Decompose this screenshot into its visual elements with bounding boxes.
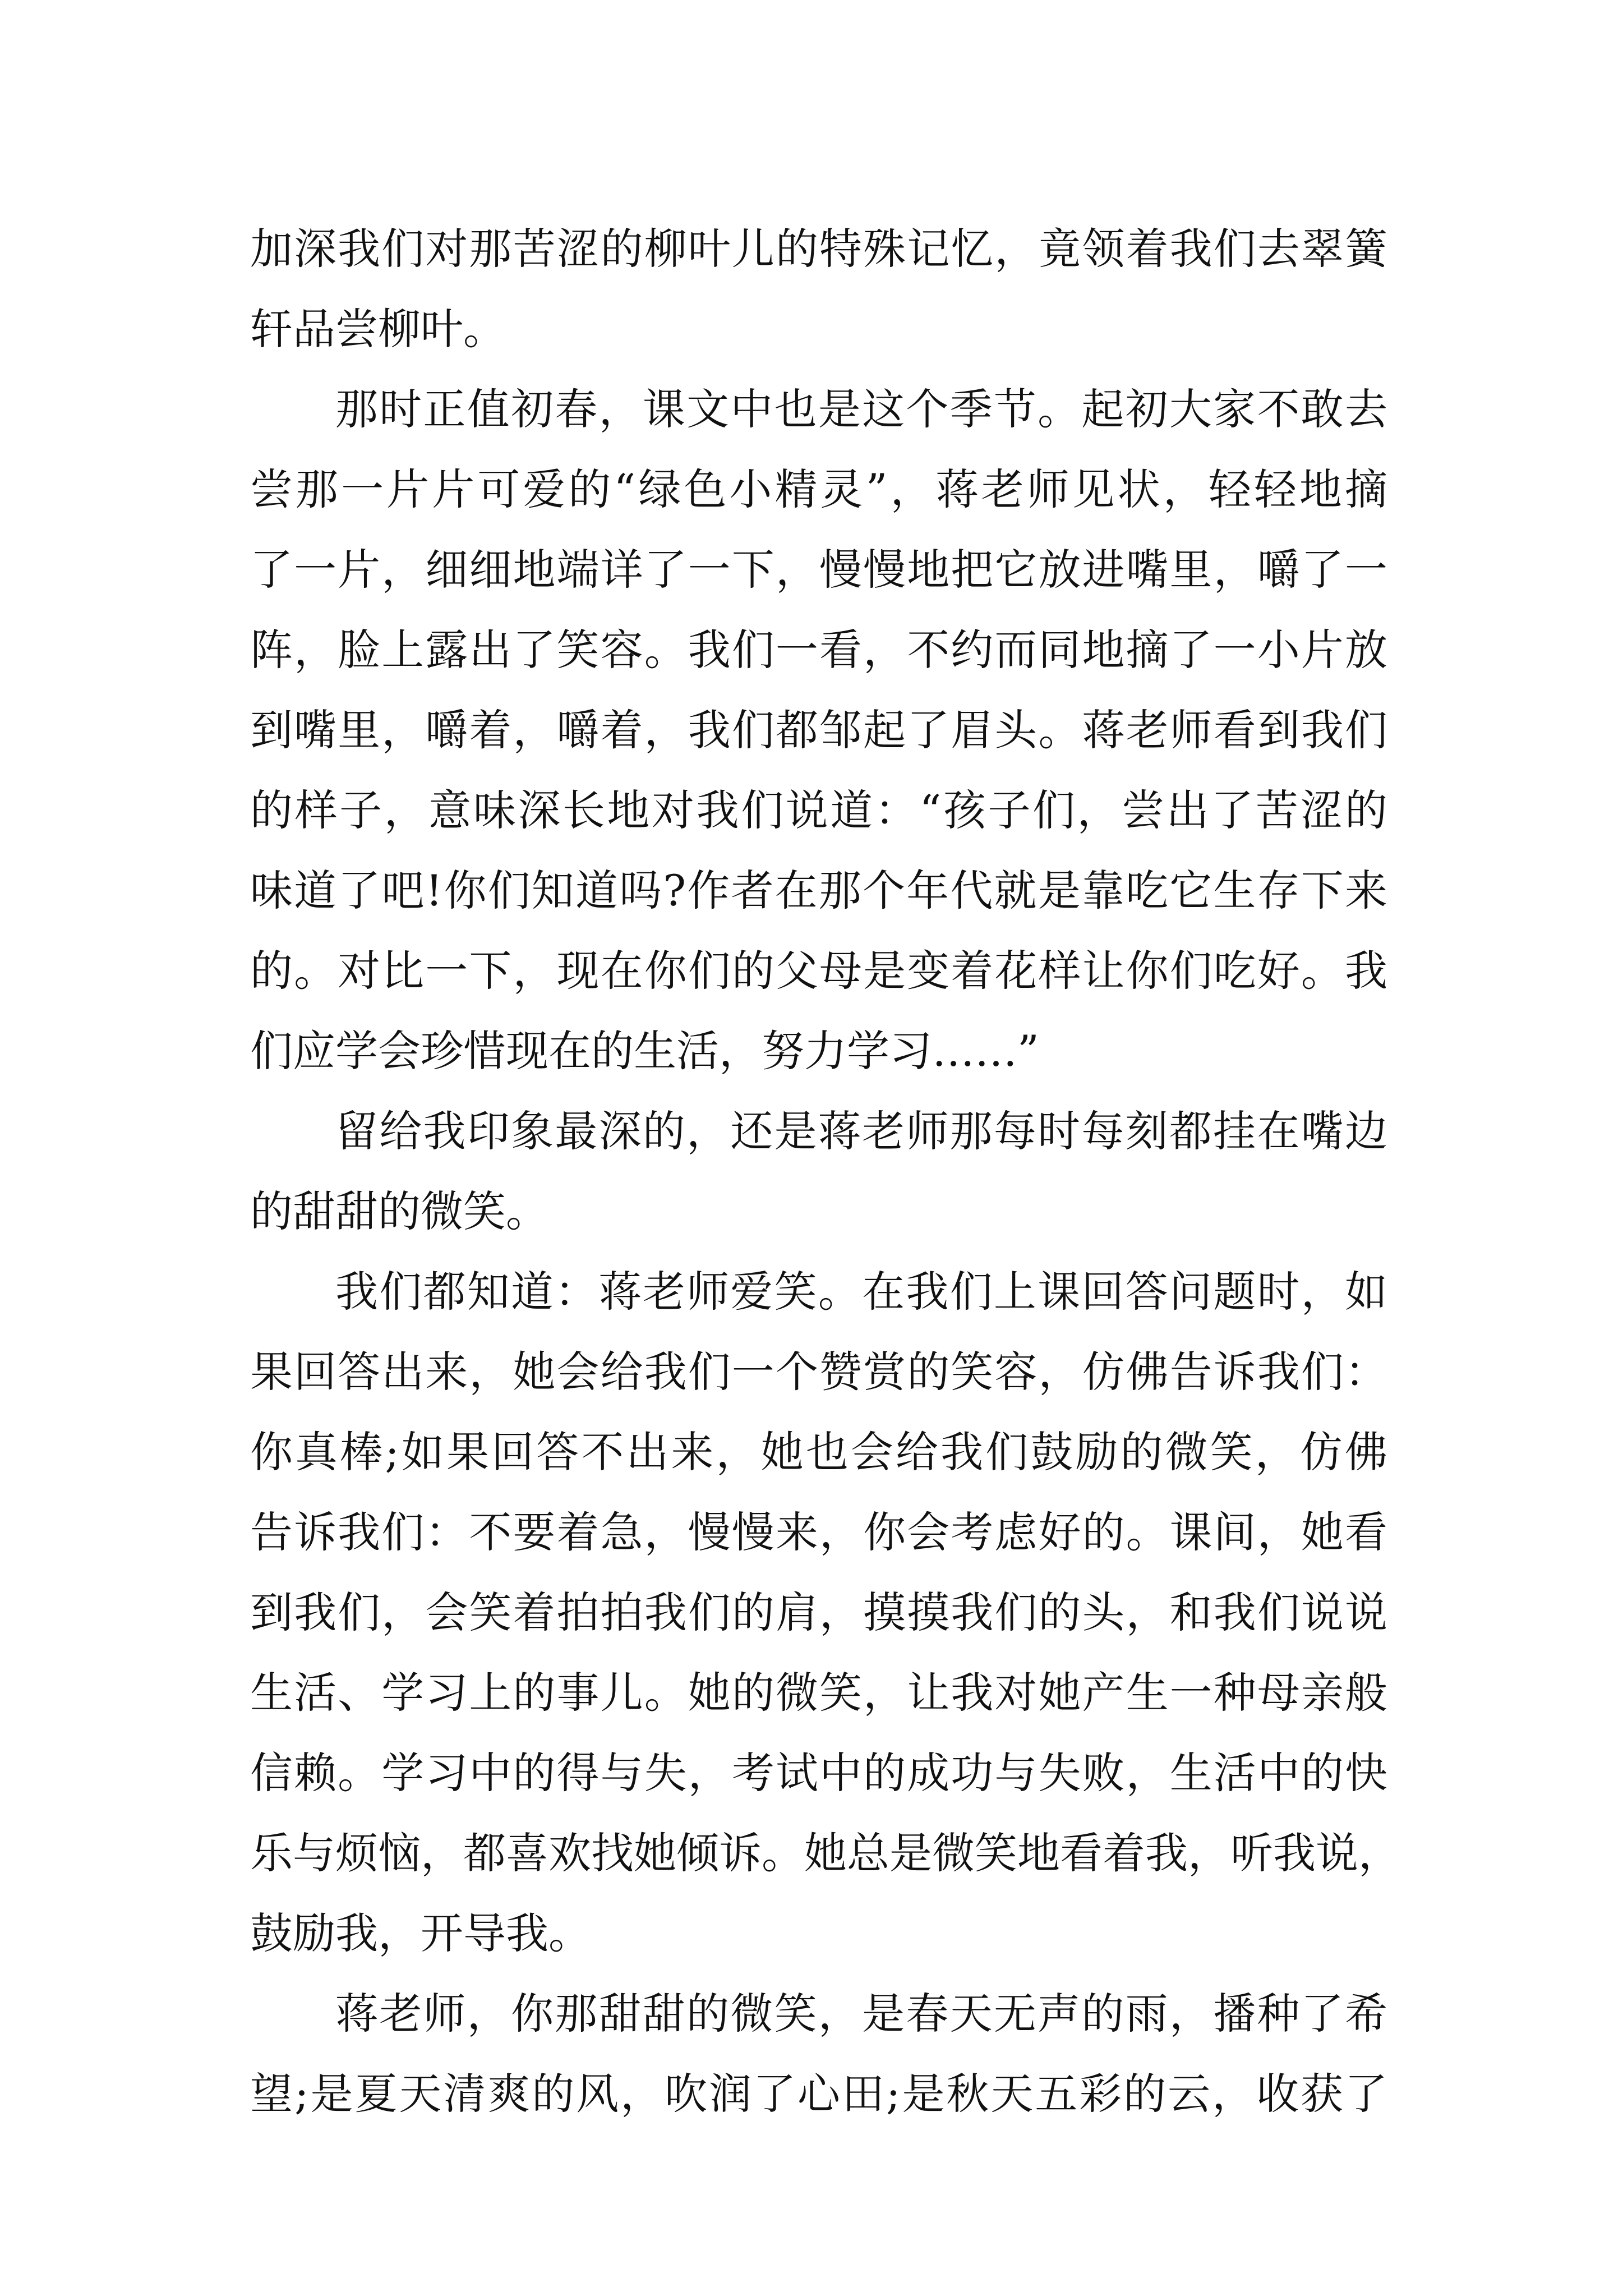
- text-line: 果回答出来，她会给我们一个赞赏的笑容，仿佛告诉我们：: [250, 1347, 1387, 1397]
- text-line: 生活、学习上的事儿。她的微笑，让我对她产生一种母亲般: [250, 1668, 1387, 1718]
- body-text: [250, 209, 1401, 2134]
- paragraph-first-line: 那时正值初春，课文中也是这个季节。起初大家不敢去: [335, 384, 1387, 434]
- text-line: 了一片，细细地端详了一下，慢慢地把它放进嘴里，嚼了一: [250, 545, 1387, 595]
- paragraph-first-line: 留给我印象最深的，还是蒋老师那每时每刻都挂在嘴边: [335, 1106, 1387, 1156]
- text-line: 尝那一片片可爱的“绿色小精灵”，蒋老师见状，轻轻地摘: [250, 464, 1387, 514]
- paragraph-first-line: 我们都知道：蒋老师爱笑。在我们上课回答问题时，如: [335, 1267, 1387, 1317]
- text-line: 你真棒;如果回答不出来，她也会给我们鼓励的微笑，仿佛: [250, 1427, 1387, 1477]
- text-line: 的甜甜的微笑。: [250, 1186, 548, 1236]
- text-line: 到我们，会笑着拍拍我们的肩，摸摸我们的头，和我们说说: [250, 1588, 1387, 1637]
- text-line: 告诉我们：不要着急，慢慢来，你会考虑好的。课间，她看: [250, 1507, 1387, 1557]
- text-line: 轩品尝柳叶。: [250, 304, 506, 354]
- text-line: 到嘴里，嚼着，嚼着，我们都邹起了眉头。蒋老师看到我们: [250, 705, 1387, 755]
- text-line: 加深我们对那苦涩的柳叶儿的特殊记忆，竟领着我们去翠簧: [250, 224, 1387, 274]
- text-line: 阵，脸上露出了笑容。我们一看，不约而同地摘了一小片放: [250, 625, 1387, 675]
- text-line: 的。对比一下，现在你们的父母是变着花样让你们吃好。我: [250, 946, 1387, 996]
- text-line: 乐与烦恼，都喜欢找她倾诉。她总是微笑地看着我，听我说，: [250, 1828, 1401, 1878]
- text-line: 味道了吧!你们知道吗?作者在那个年代就是靠吃它生存下来: [250, 866, 1387, 915]
- text-line: 望;是夏天清爽的风，吹润了心田;是秋天五彩的云，收获了: [250, 2069, 1387, 2119]
- text-line: 们应学会珍惜现在的生活，努力学习……”: [250, 1026, 1039, 1076]
- text-line: 的样子，意味深长地对我们说道：“孩子们，尝出了苦涩的: [250, 785, 1387, 835]
- paragraph-first-line: 蒋老师，你那甜甜的微笑，是春天无声的雨，播种了希: [335, 1989, 1387, 2039]
- text-line: 鼓励我，开导我。: [250, 1908, 591, 1958]
- text-line: 信赖。学习中的得与失，考试中的成功与失败，生活中的快: [250, 1748, 1387, 1798]
